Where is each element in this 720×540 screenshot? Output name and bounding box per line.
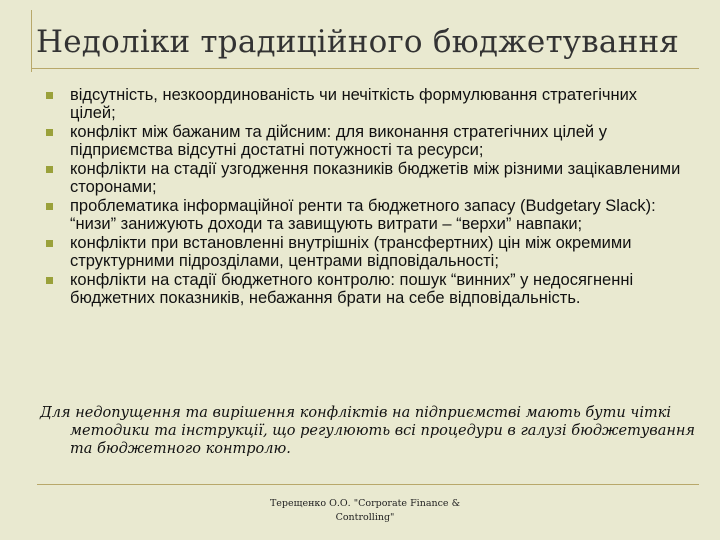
square-bullet-icon: [46, 277, 53, 284]
bullet-list: [44, 86, 684, 307]
bullet-text: конфлікти при встановленні внутрішніх (трансфертних) цін між окремими структурними підрозділами, центрами відповідальності;: [70, 234, 632, 270]
bullet-list-area: [44, 86, 684, 308]
bullet-text: конфлікти на стадії бюджетного контролю: пошук “винних” у недосягненні бюджетних показників, небажання брати на себе відповідальність.: [70, 271, 634, 307]
bullet-item: [44, 160, 684, 196]
bullet-item: [44, 86, 684, 122]
square-bullet-icon: [46, 129, 53, 136]
square-bullet-icon: [46, 92, 53, 99]
bullet-text: конфлікт між бажаним та дійсним: для виконання стратегічних цілей у підприємства відсутні достатні потужності та ресурси;: [70, 123, 607, 159]
bullet-text: конфлікти на стадії узгодження показників бюджетів між різними зацікавленими сторонами;: [70, 160, 681, 196]
square-bullet-icon: [46, 203, 53, 210]
conclusion-note: Для недопущення та вирішення конфліктів на підприємстві мають бути чіткі методики та інструкції, що регулюють всі процедури в галузі бюджетування та бюджетного контролю.: [40, 405, 696, 457]
title-underline: [31, 68, 699, 69]
bullet-item: [44, 197, 684, 233]
bullet-item: [44, 271, 684, 307]
square-bullet-icon: [46, 166, 53, 173]
footer-rule: [37, 484, 699, 485]
bullet-item: [44, 123, 684, 159]
footer-credit: Терещенко О.О. "Corporate Finance & Controlling": [269, 498, 461, 523]
square-bullet-icon: [46, 240, 53, 247]
bullet-item: [44, 234, 684, 270]
bullet-text: відсутність, незкоординованість чи нечіткість формулювання стратегічних цілей;: [70, 86, 638, 122]
bullet-text: проблематика інформаційної ренти та бюджетного запасу (Budgetary Slack): “низи” занижують доходи та завищують витрати – “верхи” навпаки;: [70, 197, 656, 233]
vertical-rule: [31, 10, 32, 72]
slide-title: Недоліки традиційного бюджетування: [36, 24, 680, 60]
